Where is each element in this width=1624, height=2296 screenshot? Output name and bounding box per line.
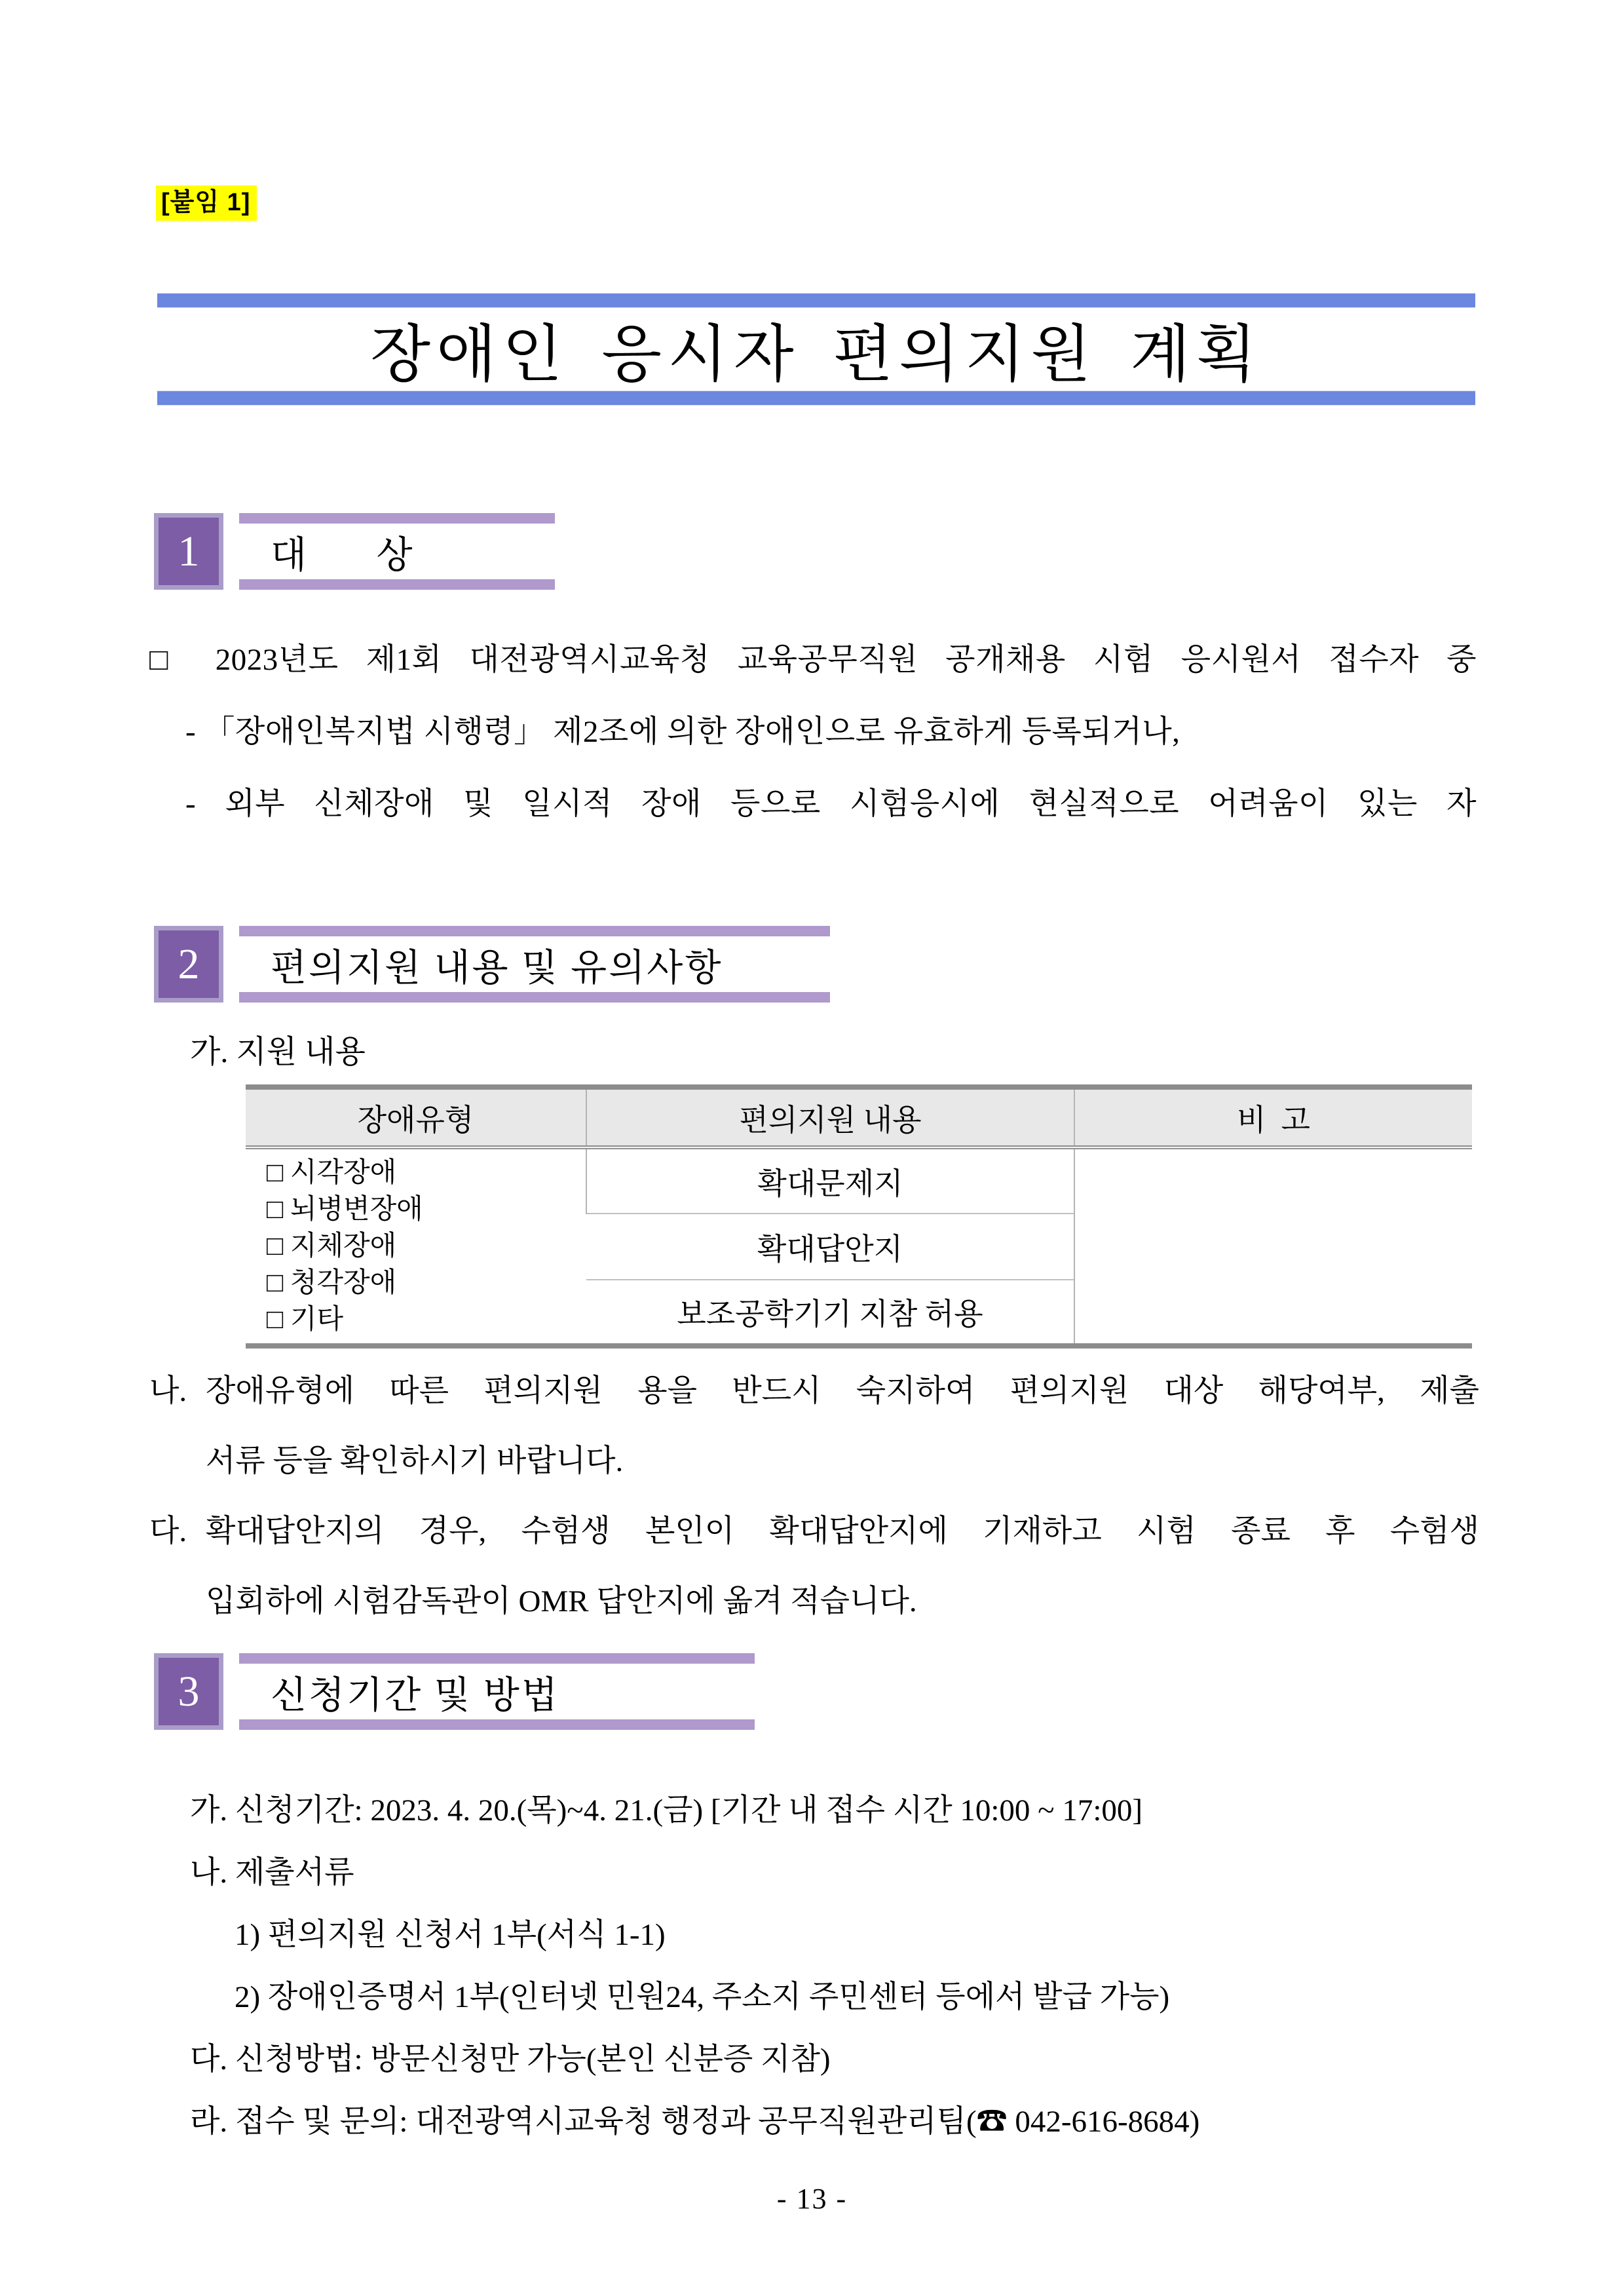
col-header-note: 비 고 (1074, 1087, 1472, 1147)
section2-number: 2 (178, 940, 200, 988)
section1-number-box (154, 513, 223, 590)
section2-title: 편의지원 내용 및 유의사항 (271, 947, 723, 989)
paragraph-da-line-1: 확대답안지의 경우, 수험생 본인이 확대답안지에 기재하고 시험 종료 후 수험생 (206, 1514, 1479, 1548)
section1-number: 1 (178, 527, 200, 575)
disability-type-checkbox-item: □ 지체장애 (267, 1231, 397, 1261)
note-cell (1074, 1147, 1472, 1346)
section1-bullet-line: □ 2023년도 제1회 대전광역시교육청 교육공무직원 공개채용 시험 응시원서 접수자 중 (149, 643, 1477, 677)
table-row (246, 1147, 1472, 1214)
required-documents-item: 나. 제출서류 (190, 1856, 354, 1890)
page-title: 장애인 응시자 편의지원 계획 (370, 320, 1262, 389)
section1-title-top-rule (239, 513, 555, 524)
required-document-1: 1) 편의지원 신청서 1부(서식 1-1) (235, 1918, 666, 1952)
application-method-item: 다. 신청방법: 방문신청만 가능(본인 신분증 지참) (190, 2042, 831, 2076)
section2-title-block (239, 926, 830, 1003)
disability-types-cell (246, 1147, 586, 1346)
section2-paragraphs (149, 1356, 1479, 1637)
attachment-label: [붙임 1] (156, 185, 257, 221)
disability-type-checkbox-item: □ 시각장애 (267, 1158, 397, 1188)
section1-title: 대 상 (271, 534, 415, 576)
disability-type-checkbox-item: □ 기타 (267, 1305, 344, 1335)
support-item-cell: 확대문제지 (586, 1147, 1074, 1214)
section3-title-bottom-rule (239, 1719, 755, 1730)
disability-type-checkbox-item: □ 청각장애 (267, 1268, 397, 1298)
section1-body (149, 624, 1477, 840)
section1-sub-line-1: - 「장애인복지법 시행령」 제2조에 의한 장애인으로 유효하게 등록되거나, (185, 715, 1180, 749)
title-banner (157, 293, 1475, 406)
application-period-item: 가. 신청기간: 2023. 4. 20.(목)~4. 21.(금) [기간 내 접수 시간 10:00 ~ 17:00] (190, 1793, 1143, 1827)
section1-sub-line-2: - 외부 신체장애 및 일시적 장애 등으로 시험응시에 현실적으로 어려움이 있는 자 (185, 787, 1477, 821)
paragraph-na-line-1: 장애유형에 따른 편의지원 용을 반드시 숙지하여 편의지원 대상 해당여부, 제출 (206, 1374, 1479, 1408)
section3-title-top-rule (239, 1653, 755, 1664)
support-item-cell: 확대답안지 (586, 1214, 1074, 1280)
section2-title-top-rule (239, 926, 830, 936)
section3-number: 3 (178, 1667, 200, 1715)
section2-title-bottom-rule (239, 992, 830, 1003)
section1-title-block (239, 513, 555, 590)
section3-number-box (154, 1653, 223, 1730)
paragraph-na (149, 1356, 1479, 1497)
section3-title: 신청기간 및 방법 (271, 1674, 559, 1716)
paragraph-da-line-2: 입회하에 시험감독관이 OMR 답안지에 옮겨 적습니다. (206, 1584, 917, 1618)
section2-subheading: 가. 지원 내용 (190, 1035, 366, 1069)
support-table (246, 1084, 1472, 1349)
paragraph-na-line-2: 서류 등을 확인하시기 바랍니다. (206, 1444, 624, 1478)
col-header-support-content: 편의지원 내용 (586, 1087, 1074, 1147)
contact-item: 라. 접수 및 문의: 대전광역시교육청 행정과 공무직원관리팀(☎ 042-616-8684) (190, 2105, 1200, 2139)
col-header-disability-type: 장애유형 (246, 1087, 586, 1147)
paragraph-da (149, 1497, 1479, 1637)
paragraph-na-label: 나. (149, 1374, 187, 1408)
disability-type-checkbox-item: □ 뇌병변장애 (267, 1195, 423, 1225)
support-item-cell: 보조공학기기 지참 허용 (586, 1280, 1074, 1346)
section2-number-box (154, 926, 223, 1003)
table-header-row (246, 1087, 1472, 1147)
section3-title-block (239, 1653, 755, 1730)
page-number: - 13 - (776, 2183, 848, 2215)
paragraph-na-body (206, 1356, 1479, 1497)
paragraph-da-label: 다. (149, 1514, 187, 1548)
paragraph-da-body (206, 1497, 1479, 1637)
section1-title-bottom-rule (239, 579, 555, 590)
section3-items (190, 1780, 1491, 2153)
required-document-2: 2) 장애인증명서 1부(인터넷 민원24, 주소지 주민센터 등에서 발급 가능) (235, 1980, 1170, 2014)
